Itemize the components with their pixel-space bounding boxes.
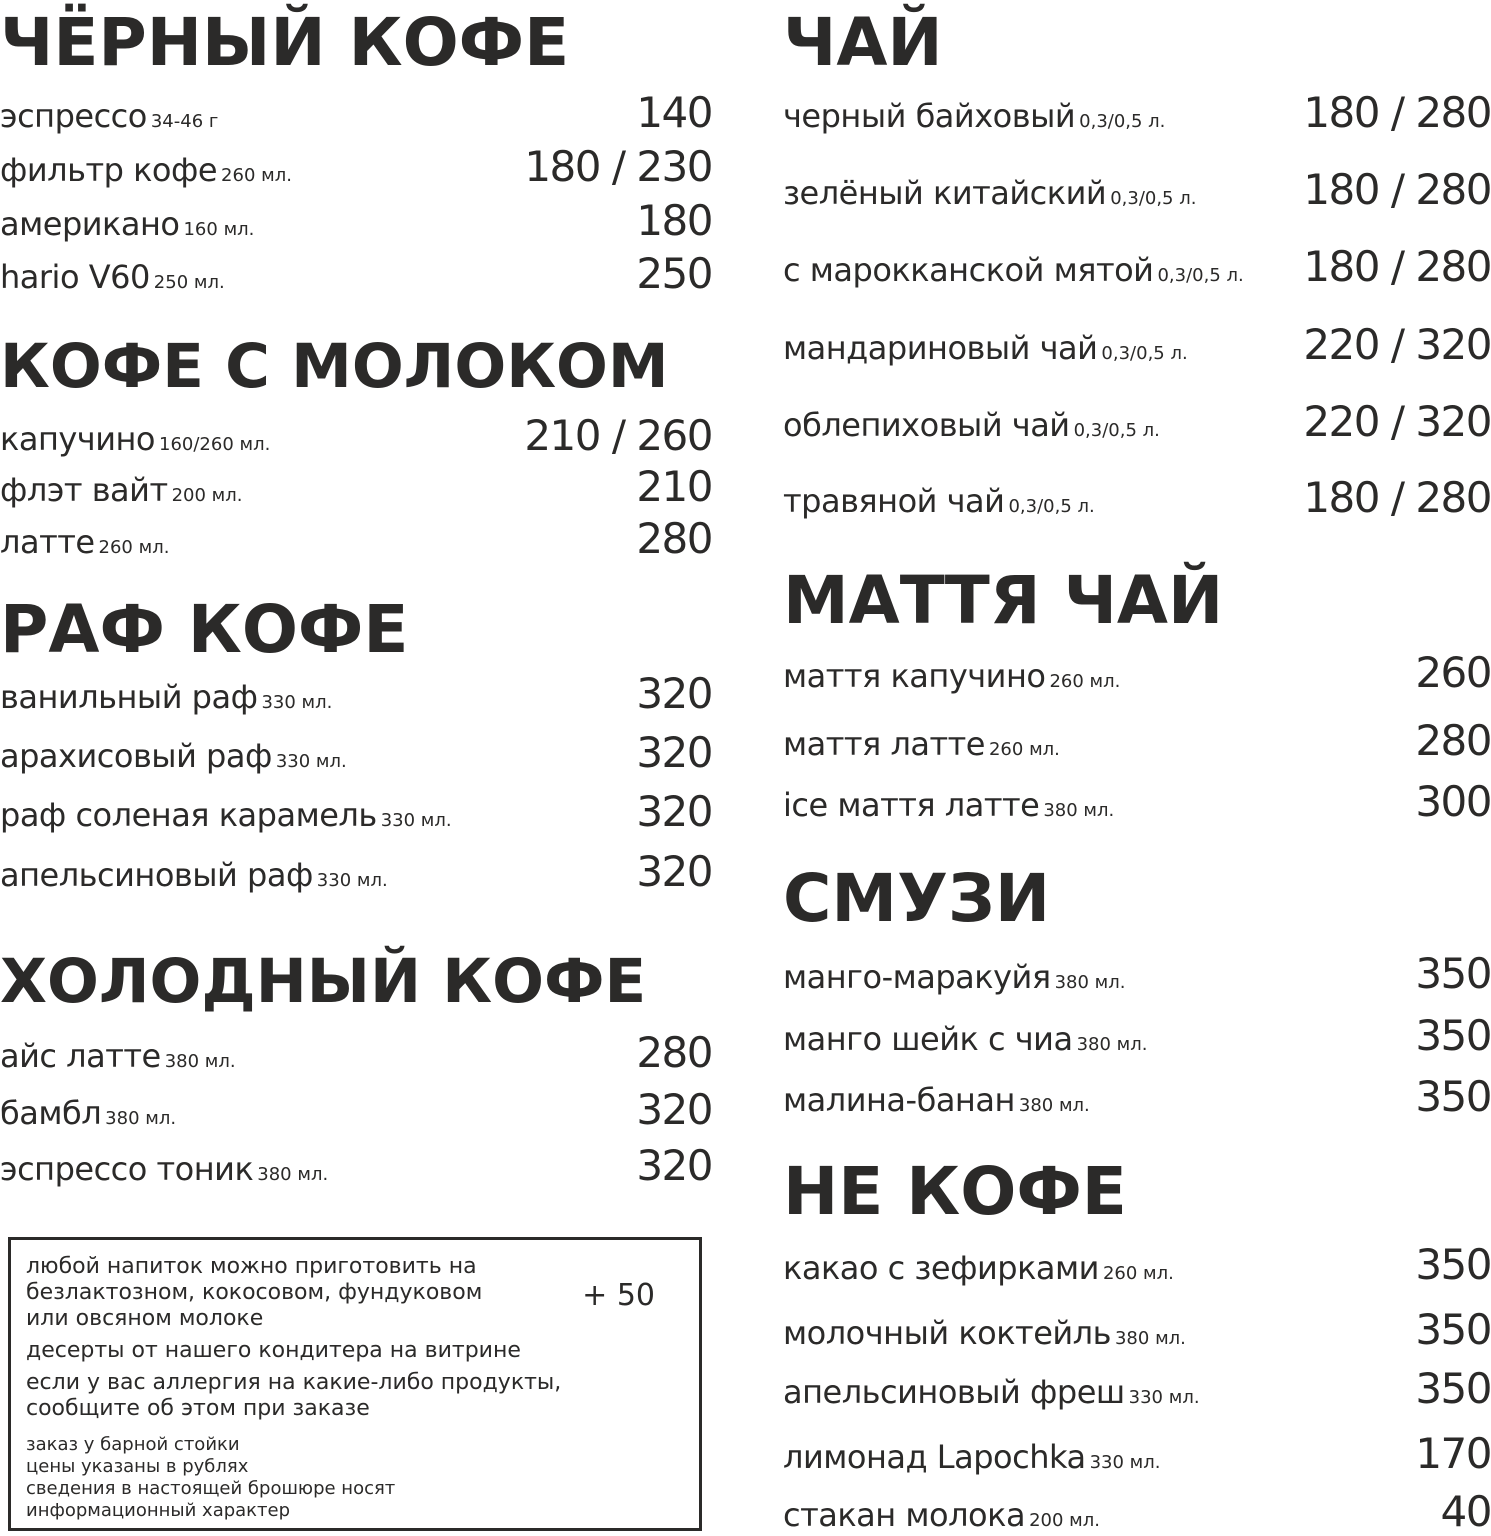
note-desserts: десерты от нашего кондитера на витрине <box>26 1338 521 1363</box>
menu-item <box>783 648 1491 697</box>
item-name: лимонад Lapochka <box>783 1438 1086 1476</box>
item-volume: 0,3/0,5 л. <box>1008 496 1095 517</box>
note-small-line: цены указаны в рублях <box>26 1456 249 1477</box>
menu-item <box>0 1028 712 1077</box>
item-price: 320 <box>636 669 712 718</box>
item-price: 180 / 280 <box>1303 473 1491 522</box>
item-volume: 330 мл. <box>380 810 452 831</box>
item-name: травяной чай <box>783 482 1005 520</box>
note-milk-line: или овсяном молоке <box>26 1306 264 1331</box>
item-volume: 260 мл. <box>1049 671 1121 692</box>
milk-surcharge-price: + 50 <box>582 1278 655 1313</box>
item-price: 180 / 230 <box>524 142 712 191</box>
item-price: 320 <box>636 787 712 836</box>
item-price: 180 <box>636 196 712 245</box>
item-name: апельсиновый раф <box>0 856 313 894</box>
item-price: 170 <box>1415 1429 1491 1478</box>
item-name: флэт вайт <box>0 471 168 509</box>
item-volume: 34-46 г <box>150 111 219 132</box>
item-price: 280 <box>636 1028 712 1077</box>
section-title: ХОЛОДНЫЙ КОФЕ <box>0 946 647 1017</box>
menu-item <box>783 320 1491 369</box>
item-price: 210 <box>636 462 712 511</box>
section-matcha <box>783 562 1491 640</box>
note-milk-line: безлактозном, кокосовом, фундуковом <box>26 1280 483 1305</box>
menu-item <box>783 1305 1491 1354</box>
item-price: 350 <box>1415 1072 1491 1121</box>
section-smoothie <box>783 860 1491 938</box>
item-name: апельсиновый фреш <box>783 1373 1125 1411</box>
item-price: 40 <box>1440 1487 1491 1536</box>
menu-item <box>783 1429 1491 1478</box>
menu-item <box>0 88 712 137</box>
item-volume: 200 мл. <box>171 485 243 506</box>
menu-item <box>0 142 712 191</box>
menu-item <box>0 462 712 511</box>
note-small-line: информационный характер <box>26 1500 291 1521</box>
menu-item <box>0 1141 712 1190</box>
item-name: айс латте <box>0 1037 161 1075</box>
menu-item <box>783 1240 1491 1289</box>
item-volume: 380 мл. <box>1114 1328 1186 1349</box>
menu-item <box>0 514 712 563</box>
notes-box <box>8 1237 702 1531</box>
menu-item <box>0 411 712 460</box>
item-name: ванильный раф <box>0 678 258 716</box>
item-volume: 0,3/0,5 л. <box>1157 265 1244 286</box>
section-not-coffee <box>783 1153 1491 1231</box>
item-price: 350 <box>1415 1240 1491 1289</box>
section-title: ЧЁРНЫЙ КОФЕ <box>0 4 570 81</box>
item-name: эспрессо <box>0 97 147 135</box>
item-price: 220 / 320 <box>1303 397 1491 446</box>
item-name: с марокканской мятой <box>783 251 1154 289</box>
item-price: 250 <box>636 249 712 298</box>
item-name: фильтр кофе <box>0 151 218 189</box>
item-volume: 0,3/0,5 л. <box>1110 188 1197 209</box>
note-milk-line: любой напиток можно приготовить на <box>26 1254 477 1279</box>
item-volume: 260 мл. <box>988 739 1060 760</box>
item-name: манго шейк с чиа <box>783 1020 1073 1058</box>
item-price: 350 <box>1415 1011 1491 1060</box>
item-name: hario V60 <box>0 258 150 296</box>
item-volume: 200 мл. <box>1029 1510 1100 1531</box>
section-black-coffee <box>0 4 712 82</box>
item-price: 260 <box>1415 648 1491 697</box>
menu-item <box>0 787 712 836</box>
item-price: 180 / 280 <box>1303 88 1491 137</box>
item-name: малина-банан <box>783 1081 1015 1119</box>
item-name: молочный коктейль <box>783 1314 1111 1352</box>
item-name: арахисовый раф <box>0 737 272 775</box>
item-volume: 0,3/0,5 л. <box>1079 111 1166 132</box>
item-volume: 330 мл. <box>261 692 333 713</box>
section-title: СМУЗИ <box>783 860 1051 937</box>
item-volume: 380 мл. <box>164 1051 236 1072</box>
item-name: облепиховый чай <box>783 406 1070 444</box>
menu-item <box>0 196 712 245</box>
menu-item <box>783 242 1491 291</box>
menu-item <box>0 249 712 298</box>
section-title: ЧАЙ <box>783 4 943 81</box>
item-name: эспрессо тоник <box>0 1150 254 1188</box>
section-milk-coffee <box>0 328 712 406</box>
section-tea <box>783 4 1491 82</box>
item-volume: 380 мл. <box>105 1108 177 1129</box>
menu-item <box>783 88 1491 137</box>
menu-item <box>783 473 1491 522</box>
item-price: 350 <box>1415 1364 1491 1413</box>
item-name: ice маття латте <box>783 786 1040 824</box>
item-volume: 380 мл. <box>1076 1034 1148 1055</box>
menu-item <box>783 1487 1491 1536</box>
item-name: маття латте <box>783 725 985 763</box>
item-price: 280 <box>1415 716 1491 765</box>
item-price: 180 / 280 <box>1303 165 1491 214</box>
item-price: 300 <box>1415 777 1491 826</box>
item-name: маття капучино <box>783 657 1046 695</box>
item-price: 320 <box>636 1085 712 1134</box>
item-volume: 0,3/0,5 л. <box>1073 420 1160 441</box>
section-title: НЕ КОФЕ <box>783 1153 1127 1230</box>
item-name: черный байховый <box>783 97 1076 135</box>
item-name: стакан молока <box>783 1496 1026 1534</box>
item-name: манго-маракуйя <box>783 958 1051 996</box>
section-title: РАФ КОФЕ <box>0 591 409 668</box>
item-volume: 260 мл. <box>1102 1263 1174 1284</box>
item-volume: 330 мл. <box>1089 1452 1161 1473</box>
item-price: 280 <box>636 514 712 563</box>
menu-item <box>783 397 1491 446</box>
note-small-line: сведения в настоящей брошюре носят <box>26 1478 396 1499</box>
section-raf-coffee <box>0 591 712 669</box>
item-volume: 330 мл. <box>1128 1387 1200 1408</box>
item-price: 320 <box>636 1141 712 1190</box>
note-small-line: заказ у барной стойки <box>26 1434 240 1455</box>
menu-item <box>783 1011 1491 1060</box>
item-name: раф соленая карамель <box>0 796 377 834</box>
menu-item <box>0 847 712 896</box>
menu-item <box>783 1072 1491 1121</box>
item-volume: 250 мл. <box>153 272 225 293</box>
menu-item <box>783 716 1491 765</box>
menu-item <box>0 728 712 777</box>
item-volume: 380 мл. <box>257 1164 329 1185</box>
section-title: КОФЕ С МОЛОКОМ <box>0 331 669 402</box>
menu-item <box>0 1085 712 1134</box>
section-cold-coffee <box>0 943 712 1021</box>
note-allergy-line: если у вас аллергия на какие-либо продукты, <box>26 1370 562 1395</box>
item-volume: 160/260 мл. <box>159 434 271 455</box>
item-name: американо <box>0 205 180 243</box>
item-name: зелёный китайский <box>783 174 1107 212</box>
item-name: капучино <box>0 420 155 458</box>
item-volume: 380 мл. <box>1043 800 1115 821</box>
menu-item <box>0 669 712 718</box>
item-price: 350 <box>1415 1305 1491 1354</box>
menu-item <box>783 777 1491 826</box>
item-price: 320 <box>636 728 712 777</box>
item-volume: 380 мл. <box>1018 1095 1090 1116</box>
item-price: 140 <box>636 88 712 137</box>
note-allergy-line: сообщите об этом при заказе <box>26 1396 370 1421</box>
item-volume: 330 мл. <box>316 870 388 891</box>
item-price: 350 <box>1415 949 1491 998</box>
item-name: латте <box>0 523 95 561</box>
menu-item <box>783 949 1491 998</box>
item-volume: 160 мл. <box>183 219 255 240</box>
menu-item <box>783 1364 1491 1413</box>
item-price: 180 / 280 <box>1303 242 1491 291</box>
item-name: мандариновый чай <box>783 329 1098 367</box>
item-price: 210 / 260 <box>524 411 712 460</box>
item-name: бамбл <box>0 1094 102 1132</box>
item-volume: 380 мл. <box>1054 972 1126 993</box>
item-volume: 330 мл. <box>275 751 347 772</box>
item-name: какао с зефирками <box>783 1249 1099 1287</box>
item-price: 320 <box>636 847 712 896</box>
item-volume: 260 мл. <box>221 165 292 186</box>
section-title: МАТТЯ ЧАЙ <box>783 562 1224 639</box>
item-price: 220 / 320 <box>1303 320 1491 369</box>
item-volume: 0,3/0,5 л. <box>1101 343 1188 364</box>
item-volume: 260 мл. <box>98 537 170 558</box>
menu-item <box>783 165 1491 214</box>
